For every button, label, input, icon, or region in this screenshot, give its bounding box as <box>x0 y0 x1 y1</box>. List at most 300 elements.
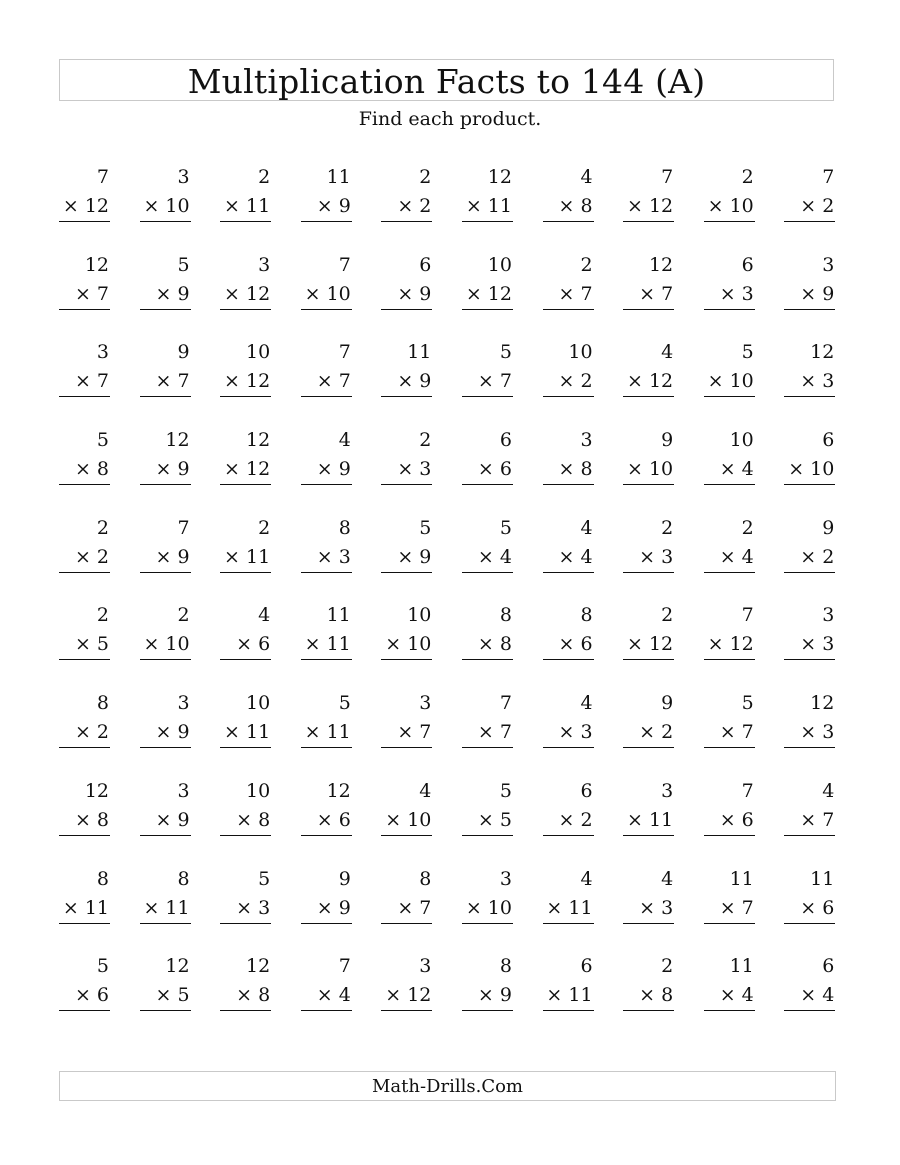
multiplier: 9 <box>177 721 190 744</box>
multiplication-problem <box>381 952 432 1040</box>
multiplier-line <box>301 980 352 1011</box>
times-sign: × <box>397 896 414 919</box>
times-sign: × <box>397 545 414 568</box>
multiplicand: 3 <box>419 955 432 978</box>
multiplier: 11 <box>568 984 593 1007</box>
multiplicand: 4 <box>580 692 593 715</box>
multiplicand: 7 <box>741 779 754 802</box>
multiplier: 7 <box>661 282 674 305</box>
multiplicand: 12 <box>326 779 351 802</box>
multiplicand: 10 <box>729 429 754 452</box>
multiplier-line <box>220 366 271 397</box>
multiplier: 9 <box>338 896 351 919</box>
multiplication-problem <box>704 601 755 689</box>
times-sign: × <box>465 195 482 217</box>
multiplier-line <box>220 717 271 748</box>
multiplication-problem <box>784 426 835 514</box>
times-sign: × <box>477 721 494 744</box>
multiplier-line <box>623 629 674 660</box>
times-sign: × <box>304 282 321 305</box>
multiplier-line <box>220 629 271 660</box>
multiplication-problem <box>462 426 513 514</box>
multiplicand: 11 <box>407 341 432 364</box>
multiplier-line <box>462 980 513 1011</box>
multiplier-line <box>623 717 674 748</box>
multiplication-problem <box>140 689 191 777</box>
multiplicand: 5 <box>177 253 190 276</box>
multiplicand: 10 <box>246 692 271 715</box>
times-sign: × <box>316 808 333 831</box>
multiplication-problem <box>301 601 352 689</box>
times-sign: × <box>800 633 817 656</box>
times-sign: × <box>397 721 414 744</box>
multiplication-problem <box>220 865 271 953</box>
times-sign: × <box>719 282 736 305</box>
multiplier: 4 <box>338 984 351 1007</box>
multiplier-line <box>140 805 191 836</box>
times-sign: × <box>236 984 253 1007</box>
multiplication-problem <box>462 251 513 339</box>
multiplication-problem <box>381 601 432 689</box>
multiplier-line <box>543 191 594 222</box>
multiplication-problem <box>59 601 110 689</box>
multiplier-line <box>623 542 674 573</box>
multiplicand: 4 <box>822 779 835 802</box>
multiplier-line <box>381 542 432 573</box>
multiplier-line <box>462 717 513 748</box>
times-sign: × <box>74 984 91 1007</box>
times-sign: × <box>800 370 817 393</box>
multiplier-line <box>543 980 594 1011</box>
multiplier: 9 <box>177 808 190 831</box>
times-sign: × <box>397 370 414 393</box>
times-sign: × <box>224 282 240 305</box>
multiplication-problem <box>784 251 835 339</box>
multiplier-line <box>301 191 352 222</box>
multiplier: 7 <box>741 721 754 744</box>
multiplier: 10 <box>487 896 512 919</box>
multiplicand: 9 <box>661 692 674 715</box>
multiplier-line <box>623 980 674 1011</box>
multiplicand: 6 <box>499 429 512 452</box>
multiplier-line <box>462 279 513 310</box>
times-sign: × <box>477 545 494 568</box>
multiplier-line <box>381 893 432 924</box>
times-sign: × <box>316 545 333 568</box>
multiplier: 12 <box>648 370 674 393</box>
multiplication-problem <box>140 251 191 339</box>
multiplier: 8 <box>499 633 512 656</box>
multiplier: 9 <box>499 984 512 1007</box>
multiplier: 11 <box>568 896 593 919</box>
multiplier: 12 <box>246 370 271 393</box>
multiplier: 3 <box>822 721 835 744</box>
multiplication-problem <box>140 777 191 865</box>
multiplicand: 2 <box>258 516 271 539</box>
multiplier-line <box>543 279 594 310</box>
multiplicand: 8 <box>419 867 432 890</box>
multiplier: 9 <box>419 282 432 305</box>
multiplier-line <box>140 542 191 573</box>
times-sign: × <box>155 545 172 568</box>
multiplicand: 6 <box>580 779 593 802</box>
multiplicand: 12 <box>165 429 190 452</box>
multiplication-problem <box>462 601 513 689</box>
multiplier: 8 <box>580 458 593 481</box>
multiplier: 11 <box>246 721 271 744</box>
multiplicand: 2 <box>741 516 754 539</box>
multiplication-problem <box>301 514 352 602</box>
multiplication-problem <box>784 777 835 865</box>
times-sign: × <box>62 195 79 217</box>
multiplicand: 4 <box>661 867 674 890</box>
multiplicand: 2 <box>419 429 432 452</box>
multiplier: 4 <box>741 458 754 481</box>
multiplicand: 12 <box>165 955 190 978</box>
multiplicand: 2 <box>419 166 432 188</box>
multiplicand: 4 <box>580 867 593 890</box>
multiplication-problem <box>220 251 271 339</box>
multiplicand: 4 <box>338 429 351 452</box>
multiplicand: 6 <box>580 955 593 978</box>
multiplicand: 3 <box>96 341 109 364</box>
multiplier-line <box>140 717 191 748</box>
times-sign: × <box>74 721 91 744</box>
multiplicand: 11 <box>326 166 351 188</box>
multiplication-problem <box>784 601 835 689</box>
multiplier: 2 <box>822 545 835 568</box>
multiplication-problem <box>623 601 674 689</box>
multiplier: 7 <box>177 370 190 393</box>
multiplication-problem <box>59 251 110 339</box>
multiplier-line <box>140 454 191 485</box>
times-sign: × <box>477 458 494 481</box>
multiplication-problem <box>59 163 110 251</box>
multiplication-problem <box>301 163 352 251</box>
multiplication-problem <box>784 952 835 1040</box>
multiplicand: 9 <box>177 341 190 364</box>
multiplicand: 9 <box>822 516 835 539</box>
multiplication-problem <box>220 426 271 514</box>
multiplier: 10 <box>407 808 432 831</box>
multiplication-problem <box>220 163 271 251</box>
multiplicand: 8 <box>499 604 512 627</box>
multiplicand: 2 <box>661 516 674 539</box>
multiplicand: 3 <box>177 692 190 715</box>
multiplication-problem <box>301 865 352 953</box>
multiplier: 6 <box>822 896 835 919</box>
times-sign: × <box>74 282 91 305</box>
multiplicand: 7 <box>499 692 512 715</box>
multiplication-problem <box>543 338 594 426</box>
times-sign: × <box>627 370 643 393</box>
multiplication-problem <box>59 952 110 1040</box>
multiplier-line <box>784 191 835 222</box>
multiplicand: 3 <box>822 253 835 276</box>
multiplier-line <box>462 805 513 836</box>
multiplier-line <box>623 191 674 222</box>
multiplication-problem <box>543 777 594 865</box>
multiplier-line <box>784 454 835 485</box>
multiplier: 11 <box>326 633 351 656</box>
multiplication-problem <box>543 865 594 953</box>
multiplicand: 12 <box>810 341 835 364</box>
multiplier-line <box>462 366 513 397</box>
multiplicand: 3 <box>499 867 512 890</box>
multiplicand: 7 <box>177 516 190 539</box>
times-sign: × <box>707 370 724 393</box>
multiplication-problem <box>140 952 191 1040</box>
multiplicand: 7 <box>338 955 351 978</box>
times-sign: × <box>155 370 172 393</box>
multiplication-problem <box>301 689 352 777</box>
multiplier-line <box>543 542 594 573</box>
multiplicand: 3 <box>258 253 271 276</box>
multiplication-problem <box>381 338 432 426</box>
multiplication-problem <box>704 865 755 953</box>
times-sign: × <box>385 808 402 831</box>
times-sign: × <box>74 458 91 481</box>
times-sign: × <box>558 633 575 656</box>
multiplicand: 10 <box>246 341 271 364</box>
times-sign: × <box>800 545 817 568</box>
multiplier: 6 <box>258 633 271 656</box>
multiplicand: 11 <box>810 867 835 890</box>
multiplier: 6 <box>96 984 109 1007</box>
multiplication-problem <box>462 689 513 777</box>
multiplier-line <box>381 980 432 1011</box>
multiplier-line <box>381 717 432 748</box>
times-sign: × <box>719 545 736 568</box>
times-sign: × <box>800 984 817 1007</box>
multiplication-problem <box>704 689 755 777</box>
multiplication-problem <box>623 952 674 1040</box>
multiplication-problem <box>220 952 271 1040</box>
multiplier-line <box>543 629 594 660</box>
multiplication-problem <box>381 426 432 514</box>
multiplier-line <box>381 629 432 660</box>
multiplier: 3 <box>661 545 674 568</box>
multiplier-line <box>623 893 674 924</box>
multiplier: 12 <box>246 282 271 305</box>
times-sign: × <box>800 721 817 744</box>
multiplicand: 5 <box>258 867 271 890</box>
multiplication-problem <box>623 426 674 514</box>
multiplier: 12 <box>729 633 754 656</box>
worksheet-instruction: Find each product. <box>358 108 542 130</box>
multiplier: 11 <box>84 896 109 919</box>
multiplicand: 2 <box>661 955 674 978</box>
multiplicand: 7 <box>338 253 351 276</box>
multiplier: 11 <box>165 896 190 919</box>
multiplication-problem <box>462 338 513 426</box>
multiplication-problem <box>462 514 513 602</box>
times-sign: × <box>546 896 563 919</box>
multiplier: 10 <box>648 458 674 481</box>
times-sign: × <box>224 370 240 393</box>
times-sign: × <box>719 808 736 831</box>
multiplier-line <box>784 542 835 573</box>
multiplier-line <box>140 191 191 222</box>
multiplication-problem <box>381 251 432 339</box>
multiplier-line <box>301 454 352 485</box>
times-sign: × <box>719 458 736 481</box>
multiplier: 3 <box>419 458 432 481</box>
multiplicand: 8 <box>580 604 593 627</box>
multiplication-problem <box>784 689 835 777</box>
multiplier-line <box>784 893 835 924</box>
times-sign: × <box>316 458 333 481</box>
multiplication-problem <box>543 163 594 251</box>
multiplicand: 7 <box>741 604 754 627</box>
multiplication-problem <box>543 514 594 602</box>
times-sign: × <box>639 545 656 568</box>
multiplication-problem <box>704 514 755 602</box>
multiplication-problem <box>623 251 674 339</box>
multiplicand: 8 <box>338 516 351 539</box>
multiplier-line <box>704 542 755 573</box>
multiplier-line <box>784 279 835 310</box>
times-sign: × <box>800 195 817 217</box>
multiplier-line <box>220 279 271 310</box>
times-sign: × <box>62 896 79 919</box>
multiplier-line <box>704 717 755 748</box>
multiplier: 9 <box>177 282 190 305</box>
multiplication-problem <box>381 163 432 251</box>
multiplier-line <box>704 454 755 485</box>
multiplier-line <box>301 366 352 397</box>
multiplier: 3 <box>741 282 754 305</box>
multiplier-line <box>59 980 110 1011</box>
multiplier: 9 <box>177 545 190 568</box>
multiplication-problem <box>704 338 755 426</box>
multiplier: 12 <box>487 282 512 305</box>
multiplier-line <box>381 279 432 310</box>
multiplication-problem <box>381 514 432 602</box>
multiplier: 6 <box>499 458 512 481</box>
times-sign: × <box>155 721 172 744</box>
multiplication-problem <box>140 865 191 953</box>
multiplier: 9 <box>822 282 835 305</box>
multiplier: 2 <box>580 808 593 831</box>
multiplication-problem <box>301 251 352 339</box>
multiplier-line <box>220 893 271 924</box>
multiplier: 4 <box>741 545 754 568</box>
multiplier: 2 <box>580 370 593 393</box>
multiplier: 7 <box>96 370 109 393</box>
multiplier-line <box>59 629 110 660</box>
multiplier-line <box>220 805 271 836</box>
multiplicand: 4 <box>580 516 593 539</box>
multiplicand: 11 <box>729 955 754 978</box>
multiplier: 4 <box>741 984 754 1007</box>
multiplication-problem <box>220 338 271 426</box>
multiplicand: 11 <box>326 604 351 627</box>
multiplier-line <box>784 629 835 660</box>
times-sign: × <box>788 458 805 481</box>
times-sign: × <box>465 896 482 919</box>
times-sign: × <box>155 282 172 305</box>
multiplicand: 12 <box>84 779 109 802</box>
multiplier-line <box>543 366 594 397</box>
multiplier: 4 <box>822 984 835 1007</box>
multiplication-problem <box>59 338 110 426</box>
times-sign: × <box>385 633 402 656</box>
multiplier-line <box>462 893 513 924</box>
multiplication-problem <box>301 338 352 426</box>
times-sign: × <box>304 633 321 656</box>
multiplier-line <box>462 542 513 573</box>
times-sign: × <box>558 195 575 217</box>
worksheet-title: Multiplication Facts to 144 (A) <box>59 59 834 101</box>
multiplier: 10 <box>729 195 754 217</box>
multiplier: 7 <box>338 370 351 393</box>
multiplier-line <box>704 629 755 660</box>
multiplicand: 4 <box>580 166 593 188</box>
multiplication-problem <box>140 163 191 251</box>
multiplier: 6 <box>580 633 593 656</box>
multiplication-problem <box>623 163 674 251</box>
multiplier: 9 <box>177 458 190 481</box>
multiplier: 12 <box>407 984 432 1007</box>
multiplicand: 7 <box>822 166 835 188</box>
multiplicand: 6 <box>822 429 835 452</box>
times-sign: × <box>477 808 494 831</box>
multiplicand: 5 <box>499 341 512 364</box>
times-sign: × <box>316 984 333 1007</box>
multiplier-line <box>220 980 271 1011</box>
multiplier: 2 <box>661 721 674 744</box>
multiplier-line <box>301 542 352 573</box>
multiplicand: 3 <box>177 779 190 802</box>
multiplier: 3 <box>661 896 674 919</box>
multiplier: 2 <box>96 545 109 568</box>
multiplier-line <box>59 279 110 310</box>
multiplier: 10 <box>165 633 190 656</box>
multiplier: 7 <box>580 282 593 305</box>
multiplication-problem <box>301 952 352 1040</box>
multiplier-line <box>140 893 191 924</box>
multiplier: 4 <box>499 545 512 568</box>
times-sign: × <box>627 633 643 656</box>
times-sign: × <box>224 721 240 744</box>
multiplication-problem <box>462 952 513 1040</box>
multiplier-line <box>59 893 110 924</box>
times-sign: × <box>224 545 240 568</box>
footer-brand: Math-Drills.Com <box>59 1071 836 1101</box>
multiplicand: 3 <box>822 604 835 627</box>
multiplier: 12 <box>648 195 674 217</box>
times-sign: × <box>477 370 494 393</box>
multiplicand: 12 <box>246 955 271 978</box>
multiplier: 6 <box>338 808 351 831</box>
multiplication-problem <box>59 426 110 514</box>
times-sign: × <box>236 896 253 919</box>
times-sign: × <box>546 984 563 1007</box>
multiplication-problem <box>704 426 755 514</box>
multiplicand: 12 <box>246 429 271 452</box>
multiplier-line <box>140 279 191 310</box>
multiplier-line <box>704 805 755 836</box>
multiplicand: 2 <box>177 604 190 627</box>
multiplier: 9 <box>419 545 432 568</box>
problem-grid <box>59 163 836 1040</box>
times-sign: × <box>719 984 736 1007</box>
multiplier: 7 <box>741 896 754 919</box>
multiplier: 8 <box>258 808 271 831</box>
multiplicand: 2 <box>96 516 109 539</box>
times-sign: × <box>627 195 643 217</box>
